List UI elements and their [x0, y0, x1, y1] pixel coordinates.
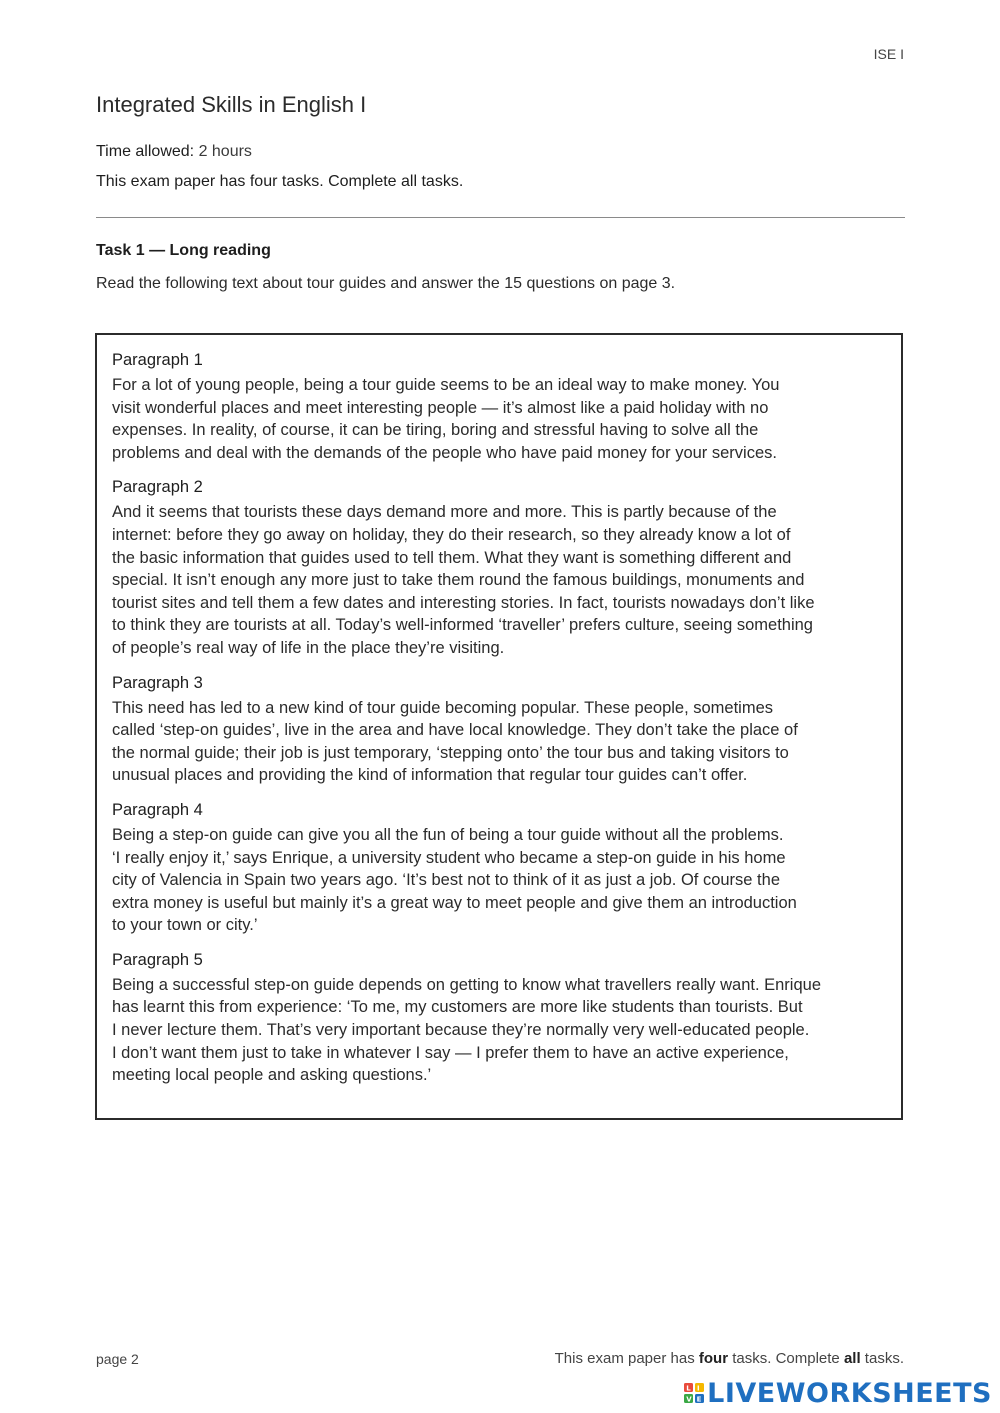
footer-note [555, 1350, 904, 1367]
exam-instructions: This exam paper has four tasks. Complete all tasks. [96, 173, 464, 190]
svg-text:I: I [697, 1384, 700, 1393]
paragraph-line: meeting local people and asking questions.’ [112, 1066, 432, 1085]
footer-note-emphasis: all [843, 1350, 861, 1367]
brand-name: LIVEWORKSHEETS [707, 1377, 992, 1409]
paragraph-line: called ‘step-on guides’, live in the area and have local knowledge. They don’t take the place of [112, 721, 798, 740]
paragraph-line: to your town or city.’ [112, 916, 258, 935]
paragraph-line: internet: before they go away on holiday, they do their research, so they already know a lot of [112, 525, 791, 544]
paragraph-title: Paragraph 2 [112, 478, 203, 497]
paragraph-line: to think they are tourists at all. Today’s well-informed ‘traveller’ prefers culture, seeing something [112, 616, 813, 635]
paragraph-line: visit wonderful places and meet interesting people — it’s almost like a paid holiday with no [112, 398, 769, 417]
paragraph-title: Paragraph 1 [112, 351, 203, 369]
time-allowed-value: 2 hours [198, 143, 252, 160]
paragraph-line: For a lot of young people, being a tour guide seems to be an ideal way to make money. You [112, 376, 780, 394]
time-allowed [96, 143, 252, 161]
footer-note-text: tasks. Complete [728, 1350, 844, 1367]
paragraph-block [112, 476, 887, 659]
reading-text-box [95, 333, 903, 1120]
page-number: page 2 [96, 1351, 139, 1367]
liveworksheets-logo-icon [683, 1382, 705, 1404]
paragraph-title: Paragraph 4 [112, 800, 203, 819]
paragraph-title: Paragraph 5 [112, 950, 203, 969]
paragraph-line: tourist sites and tell them a few dates and interesting stories. In fact, tourists nowadays don’t like [112, 593, 815, 612]
paragraph-line: special. It isn’t enough any more just to take them round the famous buildings, monuments and [112, 571, 805, 590]
svg-text:V: V [686, 1395, 692, 1404]
paragraph-text [112, 501, 887, 659]
paragraph-text [112, 974, 887, 1087]
task-intro: Read the following text about tour guides and answer the 15 questions on page 3. [96, 275, 676, 292]
paragraph-line: the basic information that guides used to tell them. What they want is something different and [112, 548, 792, 567]
paragraph-block [112, 799, 887, 937]
svg-text:L: L [686, 1384, 691, 1393]
paragraph-text [112, 374, 887, 464]
svg-text:E: E [696, 1395, 702, 1404]
paragraph-line: And it seems that tourists these days demand more and more. This is partly because of the [112, 503, 777, 522]
time-allowed-label: Time allowed: [96, 143, 195, 160]
paragraph-line: the normal guide; their job is just temporary, ‘stepping onto’ the tour bus and taking visitors to [112, 743, 789, 762]
paragraph-line: ‘I really enjoy it,’ says Enrique, a university student who became a step-on guide in his home [112, 848, 786, 867]
paragraph-line: of people’s real way of life in the place they’re visiting. [112, 638, 505, 657]
paragraph-line: extra money is useful but mainly it’s a great way to meet people and give them an introduction [112, 893, 797, 912]
liveworksheets-brand[interactable] [683, 1376, 992, 1410]
paragraph-line: I never lecture them. That’s very important because they’re normally very well-educated people. [112, 1021, 810, 1040]
paragraph-line: This need has led to a new kind of tour guide becoming popular. These people, sometimes [112, 698, 774, 717]
document-code: ISE I [873, 46, 904, 62]
footer-note-emphasis: four [698, 1350, 729, 1367]
paragraph-line: Being a step-on guide can give you all the fun of being a tour guide without all the problems. [112, 825, 784, 844]
paragraph-line: has learnt this from experience: ‘To me, my customers are more like students than tourists. But [112, 998, 803, 1017]
paragraph-line: expenses. In reality, of course, it can be tiring, boring and stressful having to solve all the [112, 421, 759, 440]
footer-note-text: This exam paper has [554, 1350, 699, 1367]
paragraph-line: problems and deal with the demands of the people who have paid money for your services. [112, 443, 777, 462]
paragraph-line: unusual places and providing the kind of information that regular tour guides can’t offer. [112, 766, 748, 785]
paragraph-line: city of Valencia in Spain two years ago. ‘It’s best not to think of it as just a job. Of course the [112, 871, 780, 890]
footer-note-text: tasks. [860, 1350, 904, 1367]
paragraph-block [112, 672, 887, 787]
paragraph-block [112, 349, 887, 464]
paragraph-text [112, 697, 887, 787]
paragraph-block [112, 949, 887, 1087]
task-heading: Task 1 — Long reading [96, 242, 271, 259]
paragraph-title: Paragraph 3 [112, 673, 203, 692]
divider [96, 217, 905, 218]
paragraph-line: I don’t want them just to take in whatever I say — I prefer them to have an active experience, [112, 1043, 789, 1062]
document-title: Integrated Skills in English I [96, 92, 367, 117]
paragraph-line: Being a successful step-on guide depends on getting to know what travellers really want. Enrique [112, 975, 822, 994]
paragraph-text [112, 824, 887, 937]
